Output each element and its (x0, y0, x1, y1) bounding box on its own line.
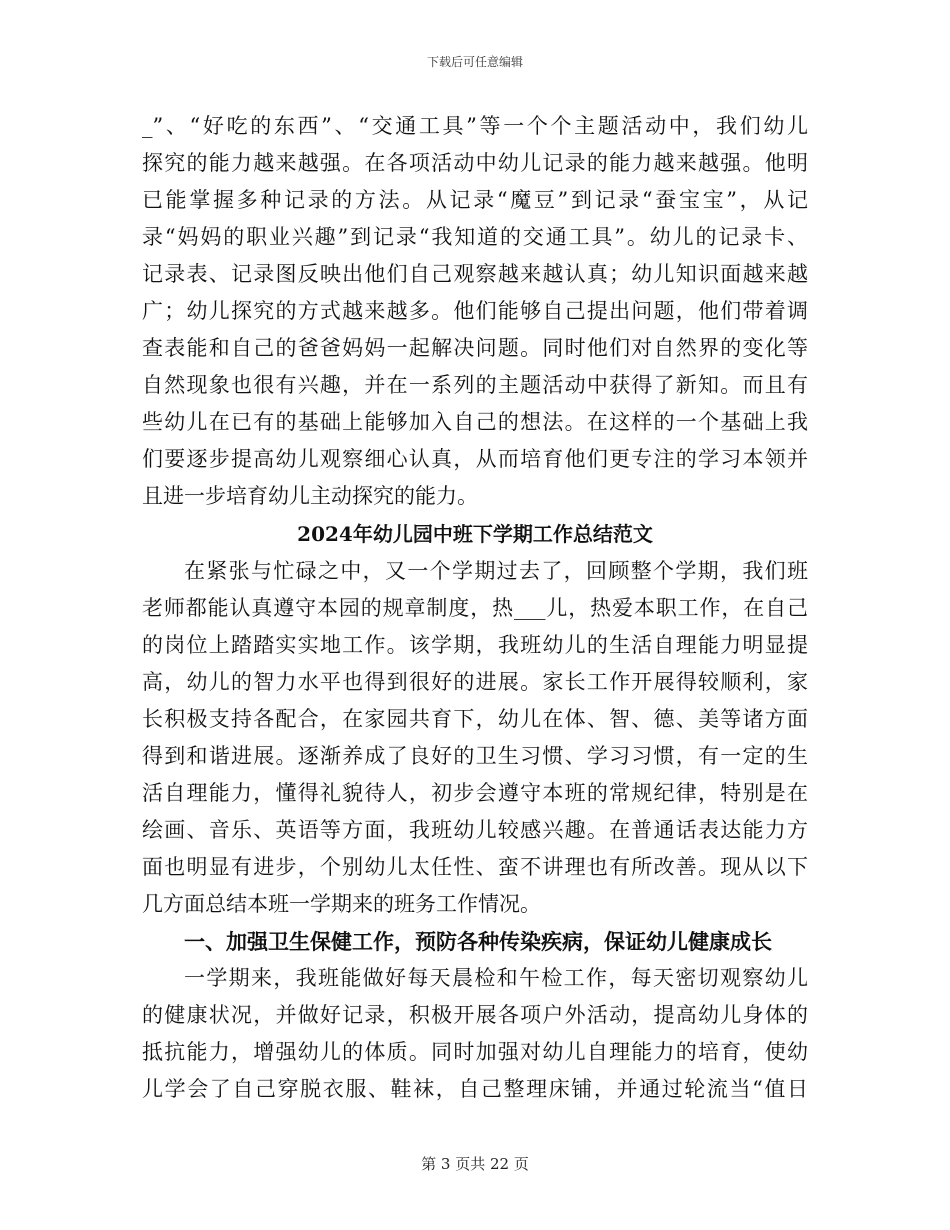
text-line: 一学期来，我班能做好每天晨检和午检工作，每天密切观察幼儿 (184, 966, 808, 990)
text-line: 自然现象也很有兴趣，并在一系列的主题活动中获得了新知。而且有 (142, 373, 808, 397)
text-line: 长积极支持各配合，在家园共育下，幼儿在体、智、德、美等诸方面 (142, 707, 808, 731)
text-line: 探究的能力越来越强。在各项活动中幼儿记录的能力越来越强。他明 (142, 151, 808, 175)
intro-paragraph (142, 553, 808, 923)
document-body (142, 108, 808, 1108)
text-line: 儿学会了自己穿脱衣服、鞋袜，自己整理床铺，并通过轮流当“值日 (142, 1077, 808, 1101)
text-line: 查表能和自己的爸爸妈妈一起解决问题。同时他们对自然界的变化等 (142, 336, 808, 360)
text-line: 几方面总结本班一学期来的班务工作情况。 (142, 892, 541, 916)
section-heading: 一、加强卫生保健工作，预防各种传染疾病，保证幼儿健康成长 (184, 929, 772, 954)
section-paragraph (142, 960, 808, 1108)
text-line: 抵抗能力，增强幼儿的体质。同时加强对幼儿自理能力的培育，使幼 (142, 1040, 808, 1064)
text-line: 的岗位上踏踏实实地工作。该学期，我班幼儿的生活自理能力明显提 (142, 633, 808, 657)
text-line: 们要逐步提高幼儿观察细心认真，从而培育他们更专注的学习本领并 (142, 447, 808, 471)
text-line: 高，幼儿的智力水平也得到很好的进展。家长工作开展得较顺利，家 (142, 670, 808, 694)
text-line: 在紧张与忙碌之中，又一个学期过去了，回顾整个学期，我们班 (184, 559, 808, 583)
text-line: 记录表、记录图反映出他们自己观察越来越认真；幼儿知识面越来越 (142, 262, 808, 286)
text-line: 录“妈妈的职业兴趣”到记录“我知道的交通工具”。幼儿的记录卡、 (142, 225, 808, 249)
text-line: 绘画、音乐、英语等方面，我班幼儿较感兴趣。在普通话表达能力方 (142, 818, 808, 842)
text-line: 广；幼儿探究的方式越来越多。他们能够自己提出问题，他们带着调 (142, 299, 808, 323)
paragraph-continuation (142, 108, 808, 515)
text-line: 活自理能力，懂得礼貌待人，初步会遵守本班的常规纪律，特别是在 (142, 781, 808, 805)
text-line: 些幼儿在已有的基础上能够加入自己的想法。在这样的一个基础上我 (142, 410, 808, 434)
document-title: 2024年幼儿园中班下学期工作总结范文 (297, 522, 653, 546)
text-line: _”、“好吃的东西”、“交通工具”等一个个主题活动中，我们幼儿 (142, 114, 808, 138)
text-line: 的健康状况，并做好记录，积极开展各项户外活动，提高幼儿身体的 (142, 1003, 808, 1027)
text-line: 得到和谐进展。逐渐养成了良好的卫生习惯、学习习惯，有一定的生 (142, 744, 808, 768)
text-line: 且进一步培育幼儿主动探究的能力。 (142, 484, 478, 508)
text-line: 老师都能认真遵守本园的规章制度，热___儿，热爱本职工作，在自己 (142, 596, 808, 620)
page-header: 下载后可任意编辑 (426, 55, 523, 69)
text-line: 面也明显有进步，个别幼儿太任性、蛮不讲理也有所改善。现从以下 (142, 855, 808, 879)
text-line: 已能掌握多种记录的方法。从记录“魔豆”到记录“蚕宝宝”，从记 (142, 188, 808, 212)
page-number-footer: 第 3 页共 22 页 (421, 1155, 529, 1173)
